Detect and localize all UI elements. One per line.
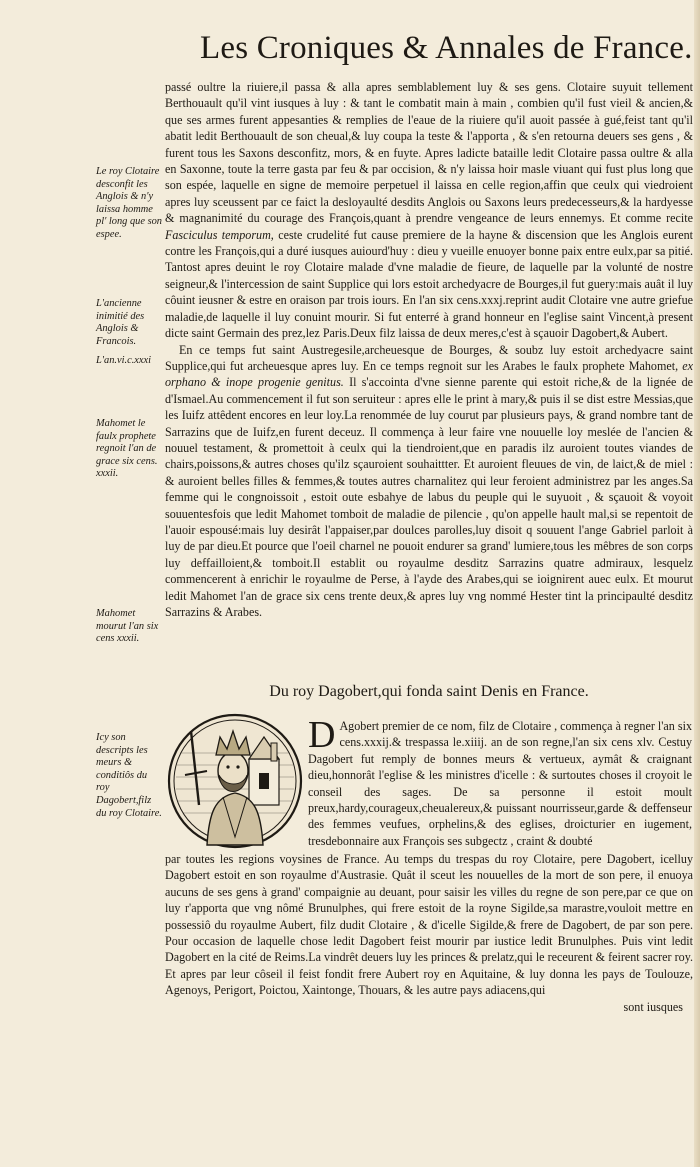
italic-citation: ex orphano & inope progenie genitus. bbox=[165, 358, 693, 390]
paragraph-text: ceste crudelité fut cause premiere de la hayne & discension que les Anglois eurent contre les François,qui a duré iusques auiourd'huy : dieu y vueille enuoyer bonne paix entre eulx,par sa pitié. Tantost apres deuint le roy Clotaire malade d'vne maladie de fieure, de laquelle par la volunté de nostre seigneur,& l'intercession de saint Supplice qui lors estoit archedyacre de Bourges,il fut guery:mais auât il luy côuint ieusner & estre en oraison par trois iours. En l'an six cens.xxxj.reprint audit Clotaire vne autre griefue maladie,de laquelle il luy conuint mourir. Si fut enterré à grand honneur en l'eglise saint Vincent,à present dicte saint Germain des prez,lez Paris.Deux filz laissa de deux meres,c'est à sçauoir Dagobert,& Aubert. bbox=[165, 227, 693, 341]
paragraph-clotaire bbox=[165, 79, 693, 342]
dagobert-intro bbox=[308, 714, 692, 849]
margin-note-mahomet-death: Mahomet mourut l'an six cens xxxii. bbox=[96, 608, 159, 645]
dagobert-text bbox=[165, 851, 693, 1015]
margin-note-mahomet: Mahomet le faulx prophete regnoit l'an de grace six cens. xxxii. bbox=[96, 418, 158, 480]
paragraph-text: par toutes les regions voysines de France. Au temps du trespas du roy Clotaire, pere Dagobert, icelluy Dagobert estoit en son royaulme d'Austrasie. Quât il sceut les nouuelles de la mort de son pere, il enuoya aucuns de ses gens à grand' compaignie au deuant, pour saisir les villes du regne de son pere,par ce que on luy r'apporta que vng nômé Brunulphes, qui frere estoit de la royne Sigilde,sa marastre,vouloit mettre en possessiô du royaulme Aubert, filz dudit Clotaire , & d'icelle Sigilde,& frere de Dagobert, de par son pere. Pour occasion de laquelle chose ledit Dagobert feist mourir par iustice ledit Brunulphes. Puis vint ledit Dagobert en la cité de Reims.La vindrêt deuers luy les princes & prelatz,qui le receurent & feirent sacrer roy. Et apres par leur côseil il feist fondit frere Aubert roy en Aquitaine, & luy donna les pays de Toulouze, Agenoys, Perigort, Poictou, Xaintonge, Thouars, & les autre pays adiacens,qui bbox=[165, 852, 693, 998]
running-title: Les Croniques & Annales de France. bbox=[200, 30, 693, 66]
margin-note-clotaire: Le roy Clotaire desconfit les Anglois & n'y laissa homme pl' long que son espee. bbox=[96, 166, 163, 240]
paragraph-mahomet bbox=[165, 342, 693, 621]
dagobert-portrait bbox=[167, 713, 303, 849]
paragraph-text: Agobert premier de ce nom, filz de Clotaire , commença à regner l'an six cens.xxxij.& trespassa le.xiiij. an de son regne,l'an six cens xlv. Cestuy Dagobert fut remply de bonnes meurs & vertueux, aymât & craignant dieu,honnorât l'eglise & les ministres d'icelle : & surtoutes choses il croyoit le conseil des sages. De sa personne il estoit moult preux,hardy,courageux,cheualereux,& puissant nourrisseur,garde & deffenseur des femmes veufues, orphelins,& des eglises, droicturier en iugement, tresdebonnaire aux François ses subgectz , craint & doubté bbox=[308, 719, 692, 848]
drop-cap: D bbox=[308, 714, 336, 756]
margin-note-dagobert: Icy son descripts les meurs & conditiôs du roy Dagobert,filz du roy Clotaire. bbox=[96, 732, 162, 819]
catchword: sont iusques bbox=[623, 999, 683, 1014]
margin-note-enmity: L'ancienne inimitié des Anglois & Francois. bbox=[96, 298, 145, 347]
paragraph-text: En ce temps fut saint Austregesile,archeuesque de Bourges, & soubz luy estoit archedyacre saint Supplice,qui fut archeuesque apres luy. En ce temps regnoit sur les Arabes le faulx prophete Mahomet, bbox=[165, 342, 693, 373]
main-text bbox=[165, 79, 693, 620]
paragraph-text: passé oultre la riuiere,il passa & alla apres semblablement luy & ses gens. Clotaire suyuit tellement Berthouault qu'il vint iusques à luy : & tant le combatit main à main , combien qu'il fust vieil & ancien,& que ses armes furent appesanties & remplies de l'eaue de la riuiere qu'il auoit passée à gué,feist tant qu'il abatit ledit Berthouault de son cheual,& luy coupa la teste & l'apporta , & s'en retourna deuers ses gens , & furent tous les Saxons desconfitz, mors, & en fuyte. Apres ladicte bataille ledit Clotaire passa oultre & alla en Saxonne, toute la terre gasta par feu & par occision, & n'y laissa hoir masle viuant qui fust plus long que son espée, laquelle en signe de memoire perpetuel il laissa en celle region,affin que ceulx qui viedroient apres luy sceussent par ce faict la desloyaulté desdits Anglois ou Saxons leurs predecesseurs,& la hardyesse & magnanimité du courage des François,quant à prendre vengeance de leurs ennemys. Et comme recite bbox=[165, 80, 693, 226]
page-edge bbox=[694, 0, 700, 1167]
paragraph-text: Il s'accointa d'vne sienne parente qui estoit riche,& de la lignée de d'Ismael.Au commencement il fut son seruiteur : apres elle le print à mary,& puis il se dist estre Messias,que les Iuifz attêdent encores en leur loy.La renommée de luy courut par plusieurs pays, & grand nombre tant de Sarrazins que de Iuifz,en furent deceuz. Il commença à leur faire vne nouuelle loy meslée de l'ancien & nouuel testament, & promettoit à ceulx qui la tiendroient,que en paradis ilz auroient toutes viandes de chairs,poissons,& autres choses qu'ilz sçauroient souhaittter. Et auroient fleuues de vin, de laict,& de miel : & auroient belles filles & femmes,& toutes autres charnalitez qui leur feroient administrez par les anges.Sa femme qui le congnoissoit , estoit oute esbahye de labus du peuple qui le suyuoit , & sçauoit & voyoit souuentesfois que ledit Mahomet tomboit de maladie de pilencie , qu'on appelle hault mal,si se repentoit de l'auoir espousé:mais luy desirât l'appaiser,par doulces parolles,luy disoit q souuent l'ange Gabriel parloit à luy de par dieu.Et pource que l'oeil charnel ne pouoit endurer sa grand' lumiere,tous les mêbres de son corps luy deffailloient,& tomboit.Il establit ou royaulme desditz Sarrazins quatre admiraux, lesquelz commencerent à enrichir le royaulme de Perse, à l'ayde des Arabes,qui se ioignirent auec eulx. Et mourut ledit Mahomet l'an de grace six cens trente deux,& apres luy vng nommé Hester tint la principaulté desditz Sarrazins & Arabes. bbox=[165, 375, 693, 619]
italic-citation: Fasciculus temporum, bbox=[165, 227, 274, 242]
section-heading: Du roy Dagobert,qui fonda saint Denis en France. bbox=[269, 683, 589, 700]
margin-note-year: L'an.vi.c.xxxi bbox=[96, 355, 152, 366]
